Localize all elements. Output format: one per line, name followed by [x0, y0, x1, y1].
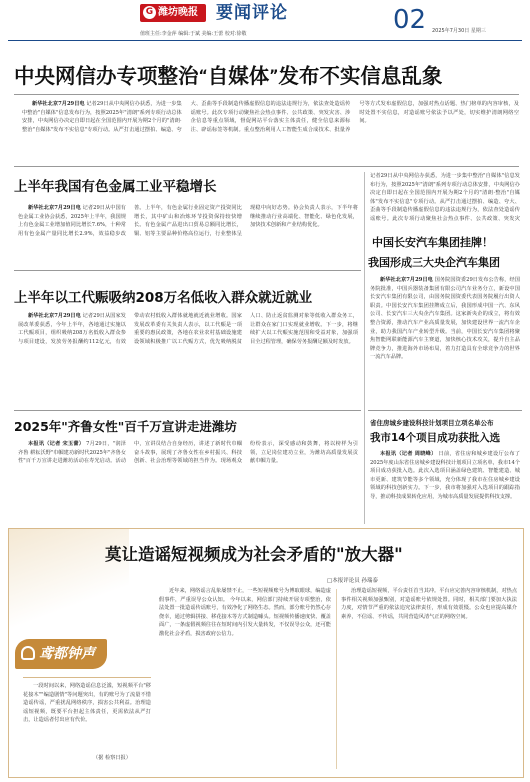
auto-byline: 新华社北京7月29日电 — [380, 277, 433, 283]
building-byline: 本报讯（记者 周晓峰） — [380, 451, 437, 457]
issue-date: 2025年7月30日 星期三 — [432, 28, 486, 34]
building-subheadline: 我市14个项目成功获批入选 — [370, 432, 501, 444]
newspaper-logo — [140, 4, 206, 22]
nonferrous-rule — [14, 270, 361, 271]
page-number: 02 — [393, 5, 427, 35]
building-headline: 省住房城乡建设科技计划项目立项名单公布 — [370, 419, 494, 427]
bell-icon — [21, 646, 35, 660]
workrelief-rule — [14, 410, 361, 411]
section-title: 要闻评论 — [216, 3, 288, 23]
masthead-rule — [8, 40, 522, 41]
summary-sign: （据 检察日报） — [93, 755, 131, 761]
nonferrous-byline: 新华社北京7月29日电 — [28, 205, 81, 211]
summary-text: 一段时间以来，网络造谣信息泛滥，短视频平台"移花接木""编造剧情"等问题突出，有的账号为了流量不惜造谣传谣，严重扰乱网络秩序，损害公共利益。治理造谣短视频，既要平台担起主体责任，更需依法从严打击，让造谣者付出应有代价。 — [23, 683, 151, 724]
auto-subheadline: 我国形成三大央企汽车集团 — [368, 256, 500, 269]
opinion-box — [8, 528, 524, 778]
lead-headline-quote: 自媒体 — [207, 64, 270, 88]
opinion-lede-text: 近年来，网络谣言乱象屡禁不止，一些短视频账号为博取眼球，编造虚假事件，严重误导公众认知。 — [159, 588, 331, 603]
lead-byline: 新华社北京7月29日电 — [32, 101, 85, 107]
opinion-body-b — [341, 587, 517, 773]
column-badge — [15, 639, 107, 669]
building-body — [370, 450, 520, 522]
opinion-body-a-text: 今年以来，网信部门持续开展专项整治，依法处置一批造谣传谣账号，有效净化了网络生态。然而，部分账号仍然心存侥幸，通过剪辑拼接、移花接木等方式制造噱头。短视频传播速度快、覆盖面广，一条虚假视频往往在短时间内引发大量转发，不仅误导公众，还可能激化社会矛盾，损害政府公信力。 — [159, 596, 331, 637]
lead-continued-text: 记者29日从中央网信办获悉，为进一步集中整治"自媒体"信息发布行为，按照2025年"清朗"系列专项行动总体安排，中央网信办决定自即日起在全国范围内开展为期2个月的"清朗·整治"自媒体"发布不实信息"专项行动。从严打击通过摆拍、编造、夸大、歪曲等手段制造传播虚假信息的违法违规行为，依法查处造谣传谣账号。此次专项行动聚焦社会热点事件、公共政策、突发灾 — [370, 173, 520, 222]
workrelief-body — [18, 312, 358, 405]
opinion-body-b-text: 治理造谣短视频，平台责任首当其冲。平台应完善内容审核机制，对热点事件相关视频加强甄别，对造谣账号依规处置。同时，相关部门要加大执法力度，对情节严重的依法追究法律责任，形成有效震慑。公众也应提高媒介素养，不信谣、不传谣，共同营造风清气正的网络空间。 — [341, 588, 517, 620]
lead-headline-part1: 中央网信办专项整治 — [14, 64, 199, 88]
nonferrous-text: 记者29日从中国有色金属工业协会获悉，2025年上半年，我国规上有色金属工业增加值同比增长7.6%，十种常用有色金属产量同比增长2.9%，效益稳步改善。上半年，有色金属行业固定资产投资同比增长，其中矿山和冶炼环节投资保持较快增长。有色金属产品进出口贸易总额同比增长，铜、铝等主要品种价格高位运行，行业整体呈现稳中向好态势。协会负责人表示，下半年将继续推动行业高端化、智能化、绿色化发展，加快技术创新和产业结构优化。 — [18, 205, 358, 237]
women-body — [18, 440, 358, 520]
lead-text: 记者29日从中央网信办获悉，为进一步集中整治"自媒体"信息发布行为，按照2025年"清朗"系列专项行动总体安排，中央网信办决定自即日起在全国范围内开展为期2个月的"清朗·整治"自媒体"发布不实信息"专项行动。从严打击通过摆拍、编造、夸大、歪曲等手段制造传播虚假信息的违法违规行为，依法查处造谣传谣账号。此次专项行动聚焦社会热点事件、公共政策、突发灾害、涉企信息等重点领域，督促网站平台落实主体责任，健全信息来源标注、辟谣标签等机制。重点整治利用人工智能生成合成技术、批量养号等方式发布虚假信息，加强对热点话题、热门榜单的内容审核，及时处置不实信息，对造谣账号依法予以严处，切实维护清朗网络空间。 — [22, 101, 519, 133]
column-name: 鸢都钟声 — [39, 646, 95, 662]
nonferrous-body — [18, 204, 358, 264]
workrelief-text: 记者29日从国家发展改革委获悉，今年上半年，各地通过实施以工代赈项目，组织吸纳208万名低收入群众参与项目建设，发放劳务报酬约112亿元，有效带动农村低收入群体就地就近就业增收。国家发展改革委有关负责人表示，以工代赈是一项重要的惠民政策，各地在农业农村基础设施建设领域积极推广以工代赈方式，优先吸纳脱贫人口、防止返贫监测对象等低收入群众务工，让群众在家门口实现就业增收。下一步，将继续扩大以工代赈实施范围和受益对象，加强项目全过程管理，确保劳务报酬足额及时发放。 — [18, 313, 358, 345]
auto-text: 国务院国资委29日发布公告称，经国务院批准，中国兵器装备集团有限公司汽车业务分立，新设中国长安汽车集团有限公司，由国务院国资委代表国务院履行出资人职责。中国长安汽车集团挂牌成立后，我国形成中国一汽、东风公司、长安汽车三大央企汽车集团。这家新央企的成立，将有效整合资源，推动汽车产业高质量发展，加快建设世界一流汽车企业，助力我国汽车产业转型升级。当前，中国长安汽车集团将聚焦智能网联新能源汽车主赛道，加快核心技术攻关，提升自主品牌竞争力，推进海外市场布局，着力打造具有全球竞争力的世界一流汽车品牌。 — [370, 277, 520, 361]
lead-body — [22, 100, 519, 160]
opinion-author: □本报评论员 孙瑞泰 — [327, 578, 378, 584]
nonferrous-headline: 上半年我国有色金属工业平稳增长 — [14, 179, 217, 195]
column-divider — [364, 172, 365, 524]
masthead — [0, 0, 530, 44]
women-byline: 本报讯（记者 宋玉蕾） — [28, 441, 85, 447]
auto-rule — [368, 410, 522, 411]
auto-headline: 中国长安汽车集团挂牌！ — [372, 236, 493, 249]
building-text: 日前，省住房和城乡建设厅公布了2025年度山东省住房城乡建设科技计划项目立项名单，我市14个项目成功获批入选。此次入选项目涵盖绿色建筑、智能建造、城市更新、建筑节能等多个领域，充分体现了我市在住房城乡建设领域的科技创新实力。下一步，我市将加强对入选项目的跟踪指导，推动科技成果转化应用，为城市高质量发展提供科技支撑。 — [370, 451, 520, 500]
opinion-headline: 莫让造谣短视频成为社会矛盾的"放大器" — [105, 545, 403, 564]
lead-bottom-rule — [14, 166, 519, 167]
logo-text: 潍坊晚报 — [158, 7, 198, 18]
staff-line: 值班主任:李金萍 编辑:于斌 美编:王蕾 校对:徐敬 — [140, 31, 247, 37]
workrelief-headline: 上半年以工代赈吸纳208万名低收入群众就近就业 — [14, 290, 313, 306]
workrelief-byline: 新华社北京7月29日电 — [28, 313, 81, 319]
opinion-divider — [336, 589, 337, 769]
women-text: 7月29日，"润泽齐鲁 耕耘沃野"巾帼建功新时代2025年"齐鲁女性"百千万宣讲走进潍坊活动在寿光启动。活动中，宣讲员结合自身经历，讲述了新时代巾帼奋斗故事，展现了齐鲁女性在乡村振兴、科技创新、社会治理等领域的担当作为。现场观众纷纷表示，深受感动和鼓舞，将以榜样为引领，立足岗位建功立业，为潍坊高质量发展贡献巾帼力量。 — [18, 441, 358, 465]
lead-headline-part2: 发布不实信息乱象 — [278, 64, 443, 88]
summary-box — [23, 677, 151, 769]
auto-body — [370, 276, 520, 406]
opinion-body-a — [159, 587, 331, 773]
lead-rule — [14, 94, 519, 95]
lead-continued — [370, 172, 520, 224]
lead-headline: 中央网信办专项整治“自媒体”发布不实信息乱象 — [14, 64, 443, 88]
logo-mark-icon: G — [143, 6, 156, 19]
women-headline: 2025年"齐鲁女性"百千万宣讲走进潍坊 — [14, 419, 237, 434]
